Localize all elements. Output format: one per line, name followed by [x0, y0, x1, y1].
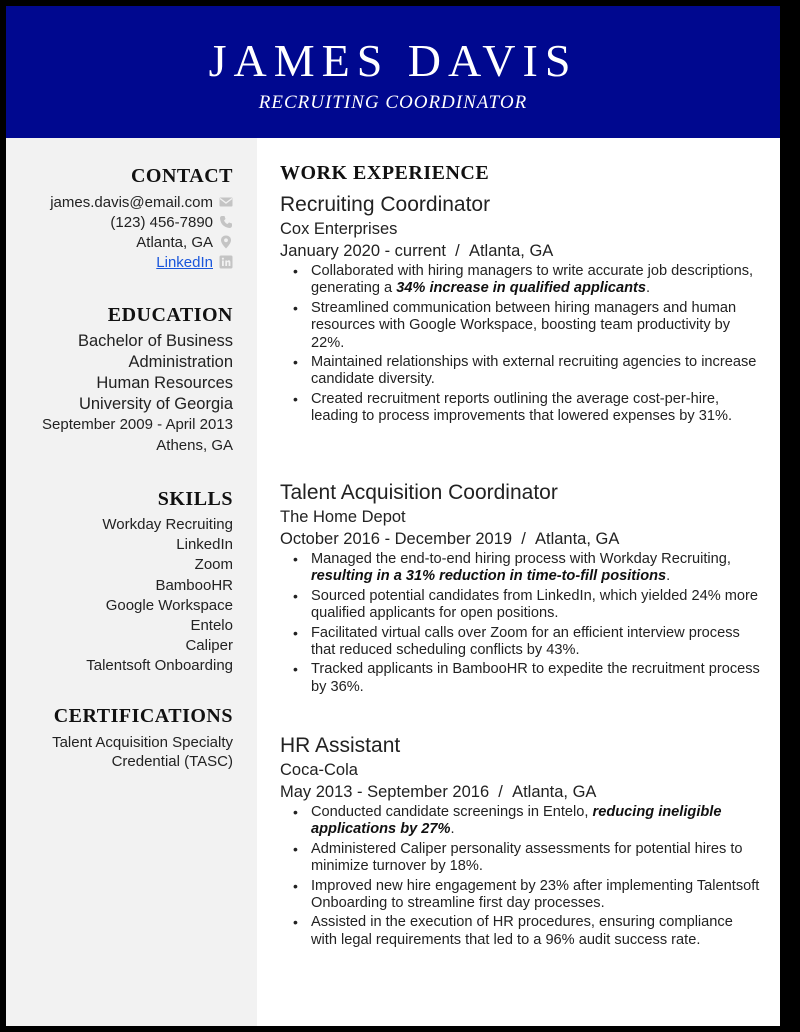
certifications-heading: CERTIFICATIONS: [53, 705, 233, 727]
education-location: Athens, GA: [156, 437, 233, 454]
job-location: Atlanta, GA: [468, 242, 554, 260]
job-entry: [280, 480, 760, 698]
education-degree-line1: Bachelor of Business: [77, 332, 233, 350]
linkedin-icon: [219, 255, 233, 269]
skill-item: BambooHR: [155, 576, 233, 594]
job-entry: [280, 192, 760, 428]
job-role: Talent Acquisition Coordinator: [280, 481, 558, 504]
certification-line1: Talent Acquisition Specialty: [52, 734, 233, 751]
job-bullets: [280, 263, 760, 426]
candidate-name: JAMES DAVIS: [208, 35, 578, 86]
skill-item: Google Workspace: [105, 596, 233, 614]
education-dates: September 2009 - April 2013: [42, 416, 233, 433]
sidebar: [6, 138, 257, 1026]
job-bullet: • Assisted in the execution of HR procedures, ensuring compliance with legal requirements that led to a 96% audit success rate.: [280, 914, 760, 949]
job-bullet: • Administered Caliper personality assessments for potential hires to minimize turnover by 18%.: [280, 841, 760, 876]
job-bullet: • Streamlined communication between hiring managers and human resources with Google Workspace, boosting team productivity by 22%.: [280, 300, 760, 352]
contact-section: [6, 164, 233, 273]
contact-phone-row: [6, 213, 233, 233]
job-dates: January 2020 - current: [280, 242, 447, 260]
resume-page: [6, 6, 780, 1026]
job-bullet: • Managed the end-to-end hiring process with Workday Recruiting, resulting in a 31% reduction in time-to-fill positions.: [280, 551, 760, 586]
skill-item: Workday Recruiting: [102, 516, 233, 533]
envelope-icon: [219, 195, 233, 209]
map-pin-icon: [219, 235, 233, 249]
skills-heading: SKILLS: [157, 488, 233, 510]
contact-email-row: [6, 193, 233, 213]
skill-item: Entelo: [190, 617, 233, 635]
phone-icon: [219, 215, 233, 229]
education-school: University of Georgia: [78, 394, 233, 413]
candidate-title: RECRUITING COORDINATOR: [258, 92, 528, 113]
job-bullets: [280, 804, 760, 949]
job-dates-location: January 2020 - current / Atlanta, GA: [280, 242, 554, 260]
education-section: [6, 303, 233, 456]
job-entry: [280, 733, 760, 951]
skill-item: LinkedIn: [176, 536, 233, 554]
skill-item: Caliper: [185, 637, 233, 655]
education-heading: EDUCATION: [107, 304, 233, 326]
job-role: HR Assistant: [280, 734, 401, 757]
job-company: Cox Enterprises: [280, 220, 398, 238]
job-dates: October 2016 - December 2019: [280, 530, 513, 548]
contact-phone: (123) 456-7890: [110, 214, 213, 231]
education-major: Human Resources: [96, 374, 233, 392]
skills-section: [6, 487, 233, 677]
job-bullet: • Tracked applicants in BambooHR to expedite the recruitment process by 36%.: [280, 661, 760, 696]
job-location: Atlanta, GA: [534, 530, 620, 548]
job-bullets: [280, 551, 760, 696]
job-dates: May 2013 - September 2016: [280, 783, 490, 801]
job-location: Atlanta, GA: [512, 783, 597, 801]
contact-linkedin-row: [6, 253, 233, 273]
job-bullet: • Sourced potential candidates from LinkedIn, which yielded 24% more qualified applicants for open positions.: [280, 588, 760, 623]
contact-location-row: [6, 233, 233, 253]
job-dates-location: May 2013 - September 2016 / Atlanta, GA: [280, 783, 597, 801]
skill-item: Zoom: [194, 556, 233, 574]
contact-email: james.davis@email.com: [50, 194, 213, 211]
job-bullet: • Facilitated virtual calls over Zoom for an efficient interview process that reduced scheduling conflicts by 43%.: [280, 625, 760, 660]
certification-line2: Credential (TASC): [111, 753, 233, 770]
job-bullet: • Conducted candidate screenings in Entelo, reducing ineligible applications by 27%.: [280, 804, 760, 839]
job-bullet: • Collaborated with hiring managers to write accurate job descriptions, generating a 34% increase in qualified applicants.: [280, 263, 760, 298]
contact-location: Atlanta, GA: [136, 234, 213, 251]
linkedin-link[interactable]: LinkedIn: [156, 254, 213, 271]
certifications-section: [6, 704, 233, 771]
resume-header: [6, 6, 780, 138]
job-bullet: • Maintained relationships with external recruiting agencies to increase candidate diversity.: [280, 354, 760, 389]
job-role: Recruiting Coordinator: [280, 193, 491, 216]
education-degree-line2: Administration: [128, 352, 233, 371]
job-bullet: • Created recruitment reports outlining the average cost-per-hire, leading to process improvements that lowered expenses by 31%.: [280, 391, 760, 426]
job-company: Coca-Cola: [280, 761, 358, 779]
job-dates-location: October 2016 - December 2019 / Atlanta, GA: [280, 530, 620, 548]
contact-heading: CONTACT: [130, 165, 233, 187]
job-bullet: • Improved new hire engagement by 23% after implementing Talentsoft Onboarding to streamline first day processes.: [280, 878, 760, 913]
job-company: The Home Depot: [280, 508, 406, 526]
skill-item: Talentsoft Onboarding: [86, 657, 233, 675]
work-experience-heading: WORK EXPERIENCE: [280, 162, 490, 184]
